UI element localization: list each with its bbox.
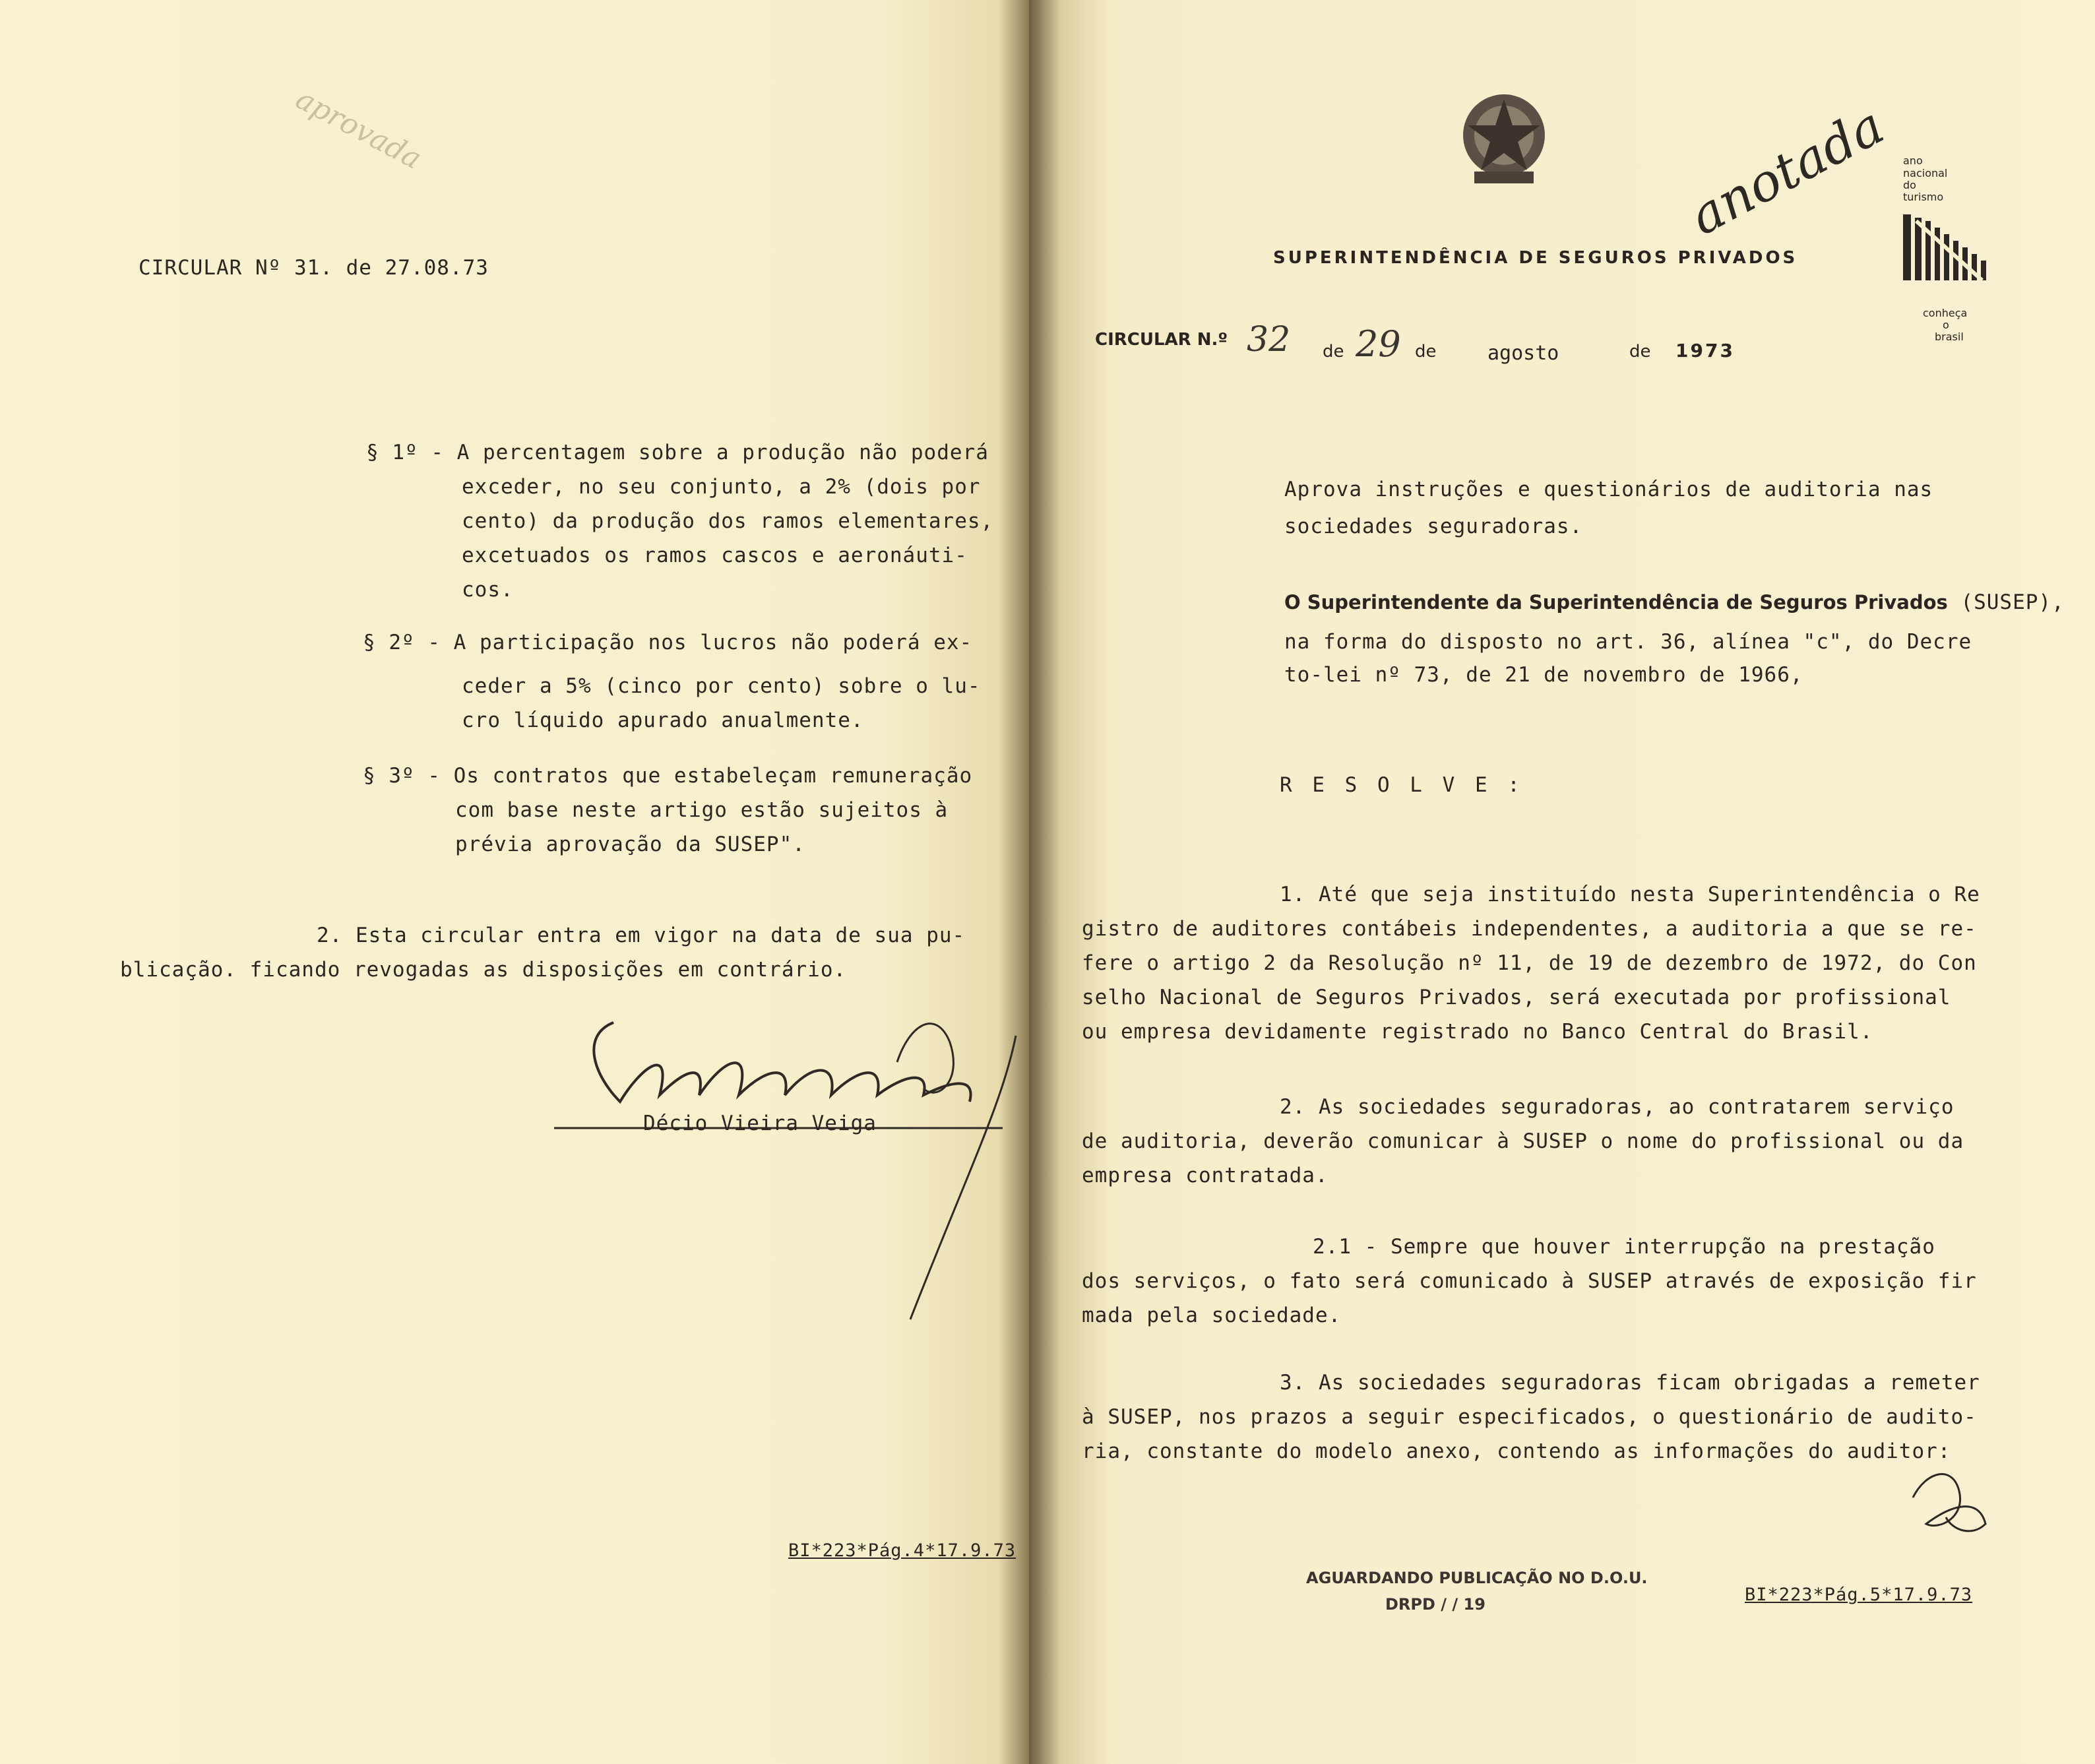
agency-title: SUPERINTENDÊNCIA DE SEGUROS PRIVADOS	[1273, 248, 1798, 268]
item-line: 1. Até que seja instituído nesta Superintendência o Re	[1280, 883, 1980, 906]
summary-line: sociedades seguradoras.	[1284, 515, 1583, 538]
tourism-logo	[1903, 155, 1995, 353]
stamp-line: DRPD / / 19	[1385, 1595, 1485, 1614]
para-line: cento) da produção dos ramos elementares,	[462, 509, 994, 533]
para-line: cro líquido apurado anualmente.	[462, 709, 864, 732]
para-line: com base neste artigo estão sujeitos à	[455, 798, 949, 822]
intro-line: na forma do disposto no art. 36, alínea "c", do Decre	[1284, 630, 1972, 654]
handwritten-annotation: anotada	[1680, 96, 1894, 247]
para-line: § 3º - Os contratos que estabeleçam remuneração	[363, 764, 973, 788]
para-line: ceder a 5% (cinco por cento) sobre o lu-	[462, 674, 981, 698]
logo-text: turismo	[1903, 191, 1944, 203]
item-line: à SUSEP, nos prazos a seguir especificados, o questionário de audito-	[1082, 1405, 1977, 1429]
circular-label: CIRCULAR N.º	[1095, 330, 1228, 350]
para-line: blicação. ficando revogadas as disposições em contrário.	[120, 958, 847, 982]
page-reference: BI*223*Pág.4*17.9.73	[788, 1540, 1016, 1561]
para-line: excetuados os ramos cascos e aeronáuti-	[462, 544, 968, 567]
item-line: de auditoria, deverão comunicar à SUSEP o nome do profissional ou da	[1082, 1129, 1964, 1153]
stamp-line: AGUARDANDO PUBLICAÇÃO NO D.O.U.	[1306, 1569, 1648, 1587]
coat-of-arms-icon	[1454, 86, 1553, 191]
item-line: 2. As sociedades seguradoras, ao contratarem serviço	[1280, 1095, 1954, 1119]
intro-line	[1284, 590, 2065, 614]
item-line: ou empresa devidamente registrado no Banco Central do Brasil.	[1082, 1020, 1873, 1044]
intro-bold: O Superintendente da Superintendência de Seguros Privados	[1284, 591, 1948, 614]
intro-susep: (SUSEP),	[1947, 590, 2065, 614]
item-line: mada pela sociedade.	[1082, 1304, 1342, 1327]
resolve-heading: R E S O L V E :	[1280, 773, 1524, 797]
para-line: exceder, no seu conjunto, a 2% (dois por	[462, 475, 981, 499]
circular-year: 1973	[1675, 340, 1735, 362]
right-page	[1029, 0, 2095, 1764]
circular-day: 29	[1356, 323, 1401, 365]
item-line: fere o artigo 2 da Resolução nº 11, de 19 de dezembro de 1972, do Con	[1082, 951, 1977, 975]
para-line: cos.	[462, 578, 514, 602]
item-line: empresa contratada.	[1082, 1164, 1329, 1187]
page-reference: BI*223*Pág.5*17.9.73	[1745, 1585, 1973, 1605]
logo-text: brasil	[1935, 331, 1964, 343]
item-line: 2.1 - Sempre que houver interrupção na prestação	[1313, 1235, 1935, 1259]
circular-month: agosto	[1487, 342, 1559, 365]
logo-text: do	[1903, 179, 1916, 191]
item-line: ria, constante do modelo anexo, contendo as informações do auditor:	[1082, 1439, 1951, 1463]
item-line: 3. As sociedades seguradoras ficam obrigadas a remeter	[1280, 1371, 1980, 1395]
para-line: prévia aprovação da SUSEP".	[455, 833, 805, 856]
initials-signature	[1900, 1458, 1992, 1544]
para-line: § 1º - A percentagem sobre a produção não poderá	[366, 441, 989, 464]
para-line: 2. Esta circular entra em vigor na data de sua pu-	[317, 924, 966, 947]
circular-de: de	[1323, 342, 1344, 362]
item-line: dos serviços, o fato será comunicado à SUSEP através de exposição fir	[1082, 1269, 1977, 1293]
circular-de: de	[1629, 342, 1651, 362]
tourism-emblem-icon	[1903, 208, 1989, 294]
signature	[541, 996, 1029, 1366]
para-line: § 2º - A participação nos lucros não poderá ex-	[363, 631, 973, 654]
circular-number: 32	[1247, 320, 1291, 360]
intro-line: to-lei nº 73, de 21 de novembro de 1966,	[1284, 663, 1803, 687]
logo-text: ano	[1903, 154, 1923, 167]
item-line: selho Nacional de Seguros Privados, será executada por profissional	[1082, 986, 1951, 1009]
signatory-name: Décio Vieira Veiga	[643, 1112, 877, 1135]
pencil-note: aprovada	[290, 82, 427, 176]
logo-text: o	[1943, 319, 1949, 331]
logo-text: nacional	[1903, 167, 1948, 179]
item-line: gistro de auditores contábeis independentes, a auditoria a que se re-	[1082, 917, 1977, 941]
left-page	[0, 0, 1029, 1764]
logo-text: conheça	[1923, 307, 1968, 319]
summary-line: Aprova instruções e questionários de auditoria nas	[1284, 478, 1933, 501]
circular-de: de	[1415, 342, 1437, 362]
circular-header: CIRCULAR Nº 31. de 27.08.73	[139, 256, 489, 280]
